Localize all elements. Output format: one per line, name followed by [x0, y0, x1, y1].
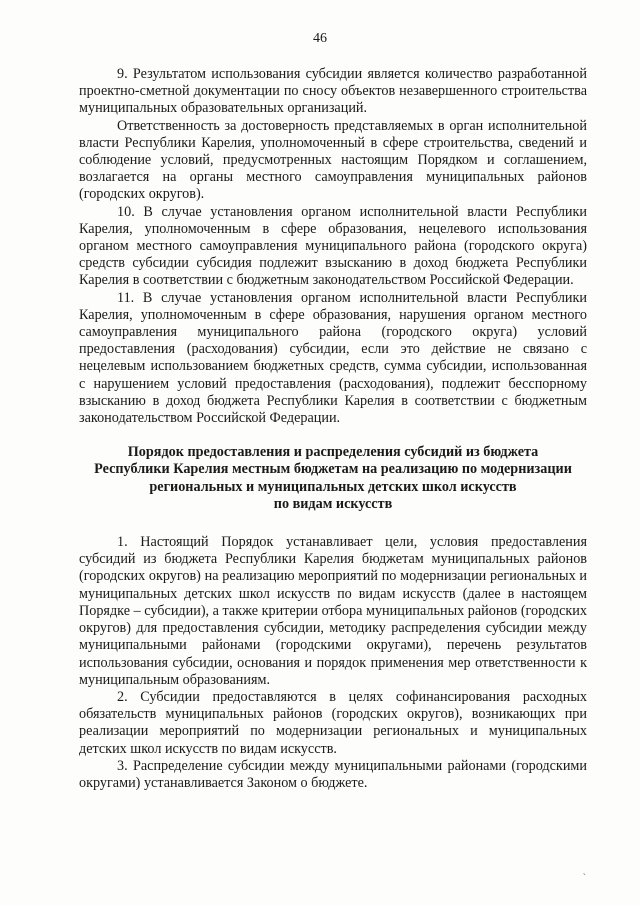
- paragraph-9: 9. Результатом использования субсидии является количество разработанной проектно-сметной документации по сносу объектов незавершенного строительства муниципальных образовательных организаций.: [79, 66, 587, 117]
- heading-line-4: по видам искусств: [273, 495, 393, 512]
- paragraph-responsibility: Ответственность за достоверность представляемых в орган исполнительной власти Республики Карелия, уполномоченный в сфере строительства, сведений и соблюдение условий, предусмотренных настоящим Порядком и соглашением, возлагается на органы местного самоуправления муниципальных районов (городских округов).: [79, 117, 587, 203]
- heading-line-2: Республики Карелия местным бюджетам на реализацию по модернизации: [94, 461, 572, 478]
- paragraph-10: 10. В случае установления органом исполнительной власти Республики Карелия, уполномоченным в сфере образования, нецелевого использования органом местного самоуправления муниципального района (городского округа) средств субсидии субсидия подлежит взысканию в доход бюджета Республики Карелия в соответствии с бюджетным законодательством Российской Федерации.: [79, 203, 587, 289]
- heading-line-3: региональных и муниципальных детских школ искусств: [149, 478, 517, 495]
- paragraph-3: 3. Распределение субсидии между муниципальными районами (городскими округами) устанавливается Законом о бюджете.: [79, 757, 587, 791]
- page-number: 46: [313, 31, 327, 46]
- corner-mark: `: [582, 872, 586, 884]
- paragraph-11: 11. В случае установления органом исполнительной власти Республики Карелия, уполномоченным в сфере образования, нарушения органом местного самоуправления муниципального района (городского округа) условий предоставления (расходования) субсидии, если это действие не связано с нецелевым использованием бюджетных средств, сумма субсидии, использованная с нарушением условий предоставления (расходования), подлежит бесспорному взысканию в доход бюджета Республики Карелия в соответствии с бюджетным законодательством Российской Федерации.: [79, 289, 587, 427]
- section-heading: [79, 444, 587, 513]
- paragraph-1: 1. Настоящий Порядок устанавливает цели, условия предоставления субсидий из бюджета Республики Карелия бюджетам муниципальных районов (городских округов) на реализацию мероприятий по модернизации региональных и муниципальных детских школ искусств по видам искусств (далее в настоящем Порядке – субсидии), а также критерии отбора муниципальных районов (городских округов) для предоставления субсидии, методику распределения субсидии между муниципальными районами (городскими округами), перечень результатов использования субсидии, основания и порядок применения мер ответственности к муниципальным образованиям.: [79, 534, 587, 688]
- page-content: [79, 66, 587, 792]
- paragraph-2: 2. Субсидии предоставляются в целях софинансирования расходных обязательств муниципальных районов (городских округов), возникающих при реализации мероприятий по модернизации региональных и муниципальных детских школ искусств по видам искусств.: [79, 688, 587, 757]
- heading-line-1: Порядок предоставления и распределения субсидий из бюджета: [127, 444, 539, 461]
